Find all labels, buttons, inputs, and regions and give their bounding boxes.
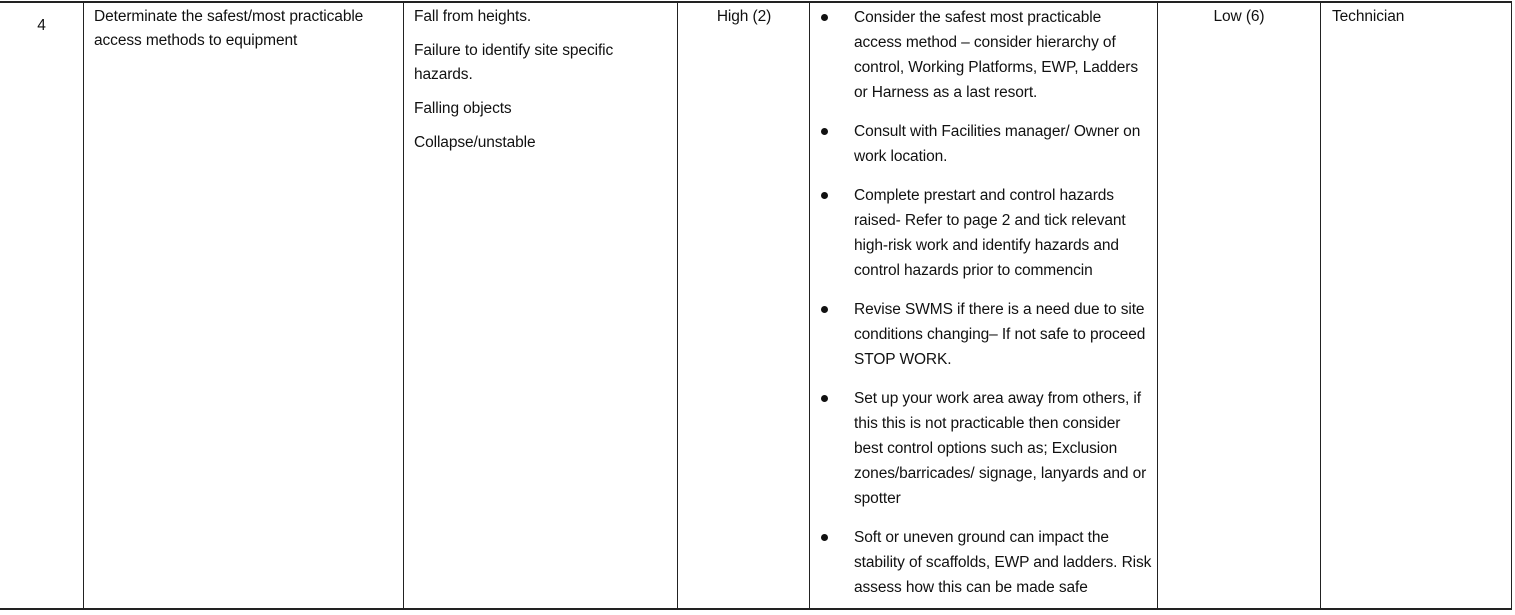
column-divider <box>83 1 84 610</box>
control-measure-item <box>812 183 1152 283</box>
bullet-icon <box>821 534 828 541</box>
hazard-item: Collapse/unstable <box>414 134 536 151</box>
control-measure-text: Complete prestart and control hazards raised- Refer to page 2 and tick relevant high-risk work and identify hazards and control hazards prior to commencin <box>854 187 1126 279</box>
column-divider <box>403 1 404 610</box>
column-divider <box>809 1 810 610</box>
bullet-icon <box>821 192 828 199</box>
bullet-icon <box>821 306 828 313</box>
control-measure-text: Consider the safest most practicable access method – consider hierarchy of control, Working Platforms, EWP, Ladders or Harness as a last resort. <box>854 9 1139 101</box>
initial-risk-rating: High (2) <box>716 8 772 25</box>
control-measure-text: Consult with Facilities manager/ Owner on work location. <box>854 123 1141 165</box>
residual-risk-rating: Low (6) <box>1213 8 1265 25</box>
control-measure-item <box>812 297 1152 372</box>
control-measure-text: Soft or uneven ground can impact the stability of scaffolds, EWP and ladders. Risk assess how this can be made safe <box>854 529 1152 596</box>
column-divider <box>1157 1 1158 610</box>
bullet-icon <box>821 395 828 402</box>
control-measure-item <box>812 386 1152 511</box>
column-divider <box>1511 1 1512 610</box>
control-measure-text: Set up your work area away from others, if this this is not practicable then consider best control options such as; Exclusion zones/barricades/ signage, lanyards and or spotter <box>854 390 1147 507</box>
responsible-person: Technician <box>1332 8 1405 25</box>
table-bottom-border <box>0 608 1512 610</box>
control-measure-item <box>812 525 1152 600</box>
task-description: Determinate the safest/most practicable access methods to equipment <box>94 8 364 49</box>
bullet-icon <box>821 14 828 21</box>
bullet-icon <box>821 128 828 135</box>
table-top-border <box>0 1 1512 3</box>
hazard-item: Fall from heights. <box>414 8 532 25</box>
row-number: 4 <box>37 17 46 34</box>
control-measures-list <box>812 5 1152 614</box>
hazard-item: Falling objects <box>414 100 512 117</box>
control-measure-item <box>812 5 1152 105</box>
hazards-list <box>414 5 669 165</box>
column-divider <box>1320 1 1321 610</box>
hazard-item: Failure to identify site specific hazards. <box>414 42 614 83</box>
column-divider <box>677 1 678 610</box>
control-measure-text: Revise SWMS if there is a need due to site conditions changing– If not safe to proceed STOP WORK. <box>854 301 1146 368</box>
control-measure-item <box>812 119 1152 169</box>
